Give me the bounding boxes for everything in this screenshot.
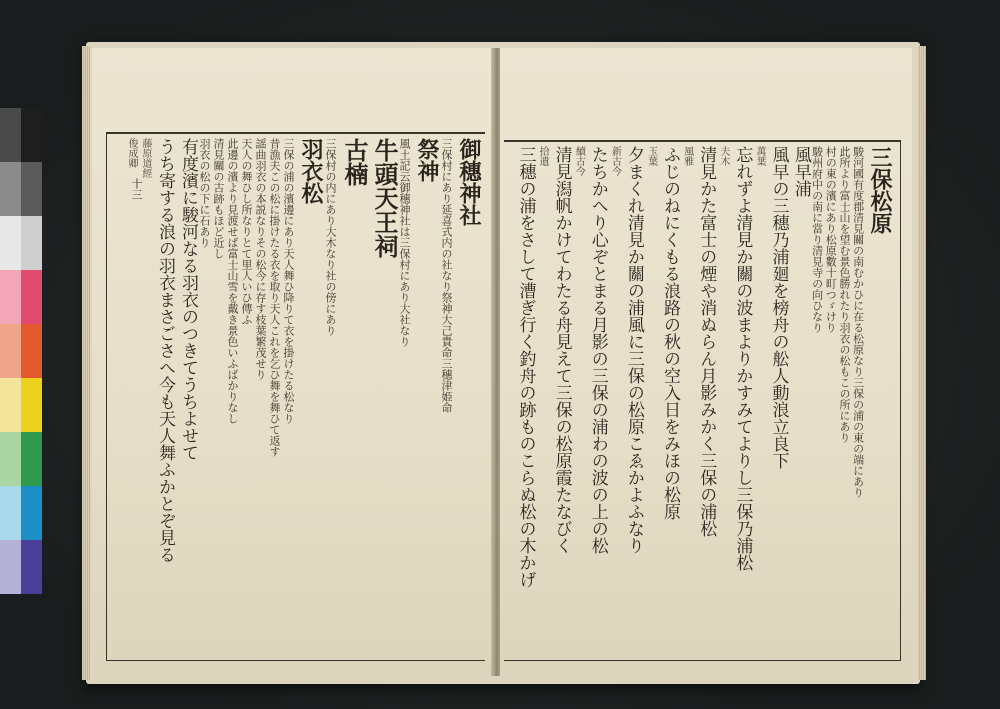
color-calibration-bar	[0, 108, 42, 598]
calibration-swatch	[0, 540, 21, 594]
text-column-small: 三保の浦の濱邊にあり天人舞ひ降りて衣を掛けたる松なり	[282, 138, 295, 424]
text-column-mid: ふじのねにくもる浪路の秋の空入日をみほの松原	[660, 146, 681, 520]
text-column-heading: 羽衣松	[298, 138, 324, 204]
text-column-small: 風土記云御穗神社は三保村にあり大社なり	[398, 138, 411, 347]
calibration-swatch	[21, 162, 42, 216]
calibration-swatch	[0, 486, 21, 540]
calibration-swatch	[21, 216, 42, 270]
left-page-text-columns	[115, 138, 481, 656]
text-column-mid: 風早浦	[790, 146, 811, 197]
right-page	[500, 48, 912, 676]
text-column-small: 天人の舞ひし所なりとて里人いひ傳ふ	[240, 138, 253, 325]
text-column-author: 續古今	[573, 146, 585, 176]
text-column-author: 新古今	[609, 146, 621, 176]
text-column-mid: 清見かた富士の煙や消ぬらん月影みかく三保の浦松	[696, 146, 717, 537]
text-column-mid: うち寄する浪の羽衣まさごさへ今も天人舞ふかとぞ見る	[155, 138, 175, 563]
calibration-swatch	[21, 378, 42, 432]
open-book	[86, 42, 920, 684]
calibration-swatch	[21, 540, 42, 594]
text-column-small: 駿州府中の南に當り清見寺の向ひなり	[810, 146, 824, 333]
text-column-small: 三保村にあり延喜式内の社なり祭神大己貴命三穗津姫命	[440, 138, 453, 413]
text-column-mid: たちかへり心ぞとまる月影の三保の浦わの波の上の松	[587, 146, 608, 554]
text-column-author: 玉葉	[645, 146, 657, 166]
left-page-frame	[106, 132, 485, 661]
text-column-heading: 御穗神社	[456, 138, 482, 226]
page-number: 十三	[130, 178, 143, 200]
calibration-swatch	[0, 108, 21, 162]
calibration-swatch	[0, 162, 21, 216]
page-edges-left	[82, 46, 90, 680]
calibration-swatch	[21, 270, 42, 324]
text-column-small: 羽衣の松の下に石あり	[198, 138, 211, 248]
calibration-swatch	[0, 270, 21, 324]
text-column-small: 村の東の濱にあり松原數十町つゞけり	[824, 146, 838, 333]
text-column-author: 藤原道經	[140, 138, 151, 178]
text-column-mid: 風早の三穗乃浦廻を榜舟の舩人動浪立良下	[768, 146, 789, 469]
text-column-author: 風雅	[681, 146, 693, 166]
text-column-small: 三保村の内にあり大木なり社の傍にあり	[324, 138, 337, 336]
calibration-swatch	[0, 378, 21, 432]
text-column-small: 謡曲羽衣の本説なりその松今に存す枝葉繁茂せり	[254, 138, 267, 380]
right-page-text-columns	[512, 146, 892, 656]
text-column-mid: 三穗の浦をさして漕ぎ行く釣舟の跡ものこらぬ松の木かげ	[515, 146, 536, 588]
text-column-small: 昔漁夫この松に掛けたる衣を取り天人これを乞ひ舞を舞ひて返す	[268, 138, 281, 457]
right-page-frame	[504, 140, 901, 661]
calibration-swatch	[0, 324, 21, 378]
text-column-mid: 夕まくれ清見か關の浦風に三保の松原こゑかよふなり	[623, 146, 644, 554]
calibration-swatch	[21, 432, 42, 486]
text-column-small: 駿河國有度郡清見關の南むかひに在る松原なり三保の浦の東の端にあり	[851, 146, 865, 498]
calibration-swatch	[21, 108, 42, 162]
text-column-heading: 三保松原	[867, 146, 893, 234]
text-column-small: 此所より富士山を望む景色勝れたり羽衣の松もこの所にあり	[837, 146, 851, 443]
text-column-small: 此邊の濱より見渡せば富士山雪を戴き景色いふばかりなし	[226, 138, 239, 424]
text-column-mid: 清見潟帆かけてわたる舟見えて三保の松原霞たなびく	[551, 146, 572, 554]
text-column-big: 古楠	[340, 138, 369, 186]
calibration-swatch	[0, 216, 21, 270]
text-column-big: 牛頭天王祠	[370, 138, 399, 258]
page-edges-right	[918, 46, 926, 680]
calibration-swatch	[21, 324, 42, 378]
text-column-heading: 祭神	[414, 138, 440, 182]
calibration-swatch	[0, 432, 21, 486]
text-column-author: 萬葉	[754, 146, 766, 166]
text-column-mid: 有度濱に駿河なる羽衣のつきてうちよせて	[178, 138, 198, 461]
text-column-small: 清見關の古跡もほど近し	[212, 138, 225, 259]
calibration-swatch	[21, 486, 42, 540]
left-page	[92, 48, 494, 676]
text-column-author: 拾遺	[537, 146, 549, 166]
text-column-author: 俊成卿	[126, 138, 137, 168]
text-column-author: 夫木	[717, 146, 729, 166]
text-column-mid: 忘れずよ清見か關の波まよりかすみてよりし三保乃浦松	[732, 146, 753, 571]
